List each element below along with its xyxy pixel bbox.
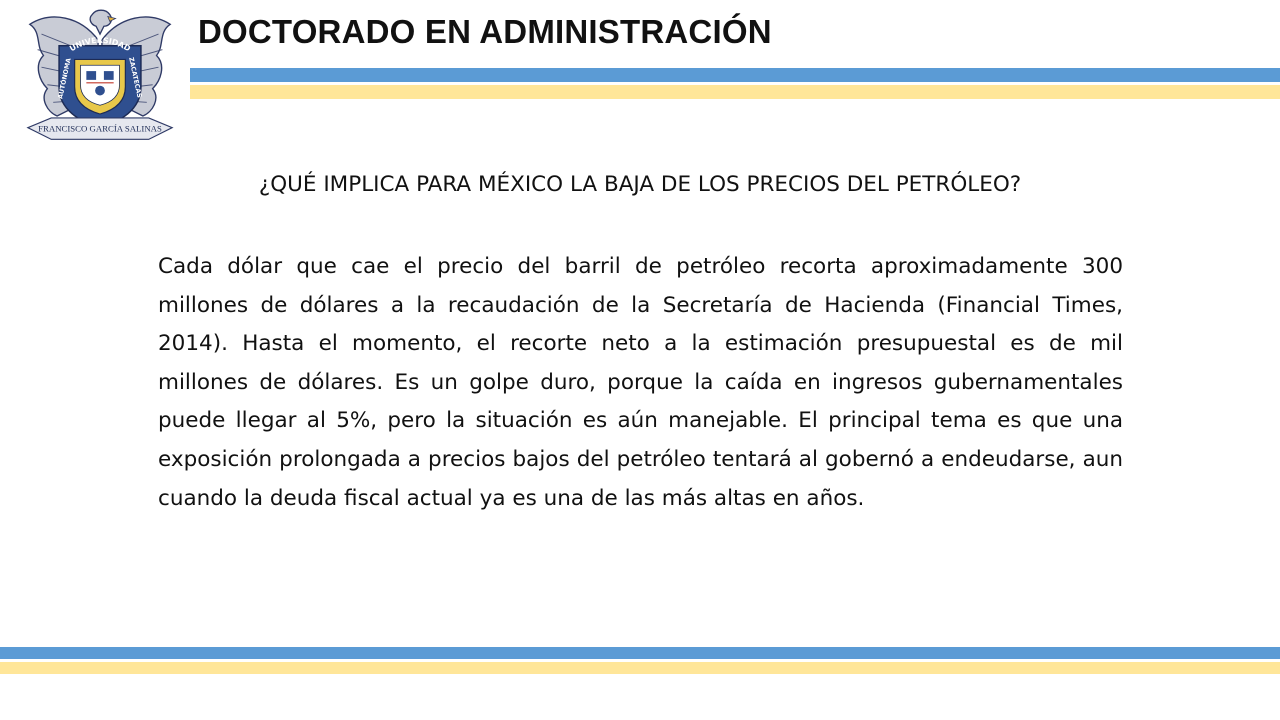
slide-question: ¿QUÉ IMPLICA PARA MÉXICO LA BAJA DE LOS PRECIOS DEL PETRÓLEO? [258, 172, 1022, 197]
svg-text:FRANCISCO GARCÍA SALINAS: FRANCISCO GARCÍA SALINAS [38, 123, 162, 134]
header-stripe-yellow [190, 85, 1280, 99]
svg-text:ZACATECAS: ZACATECAS [127, 56, 143, 99]
header-title: DOCTORADO EN ADMINISTRACIÓN [198, 13, 772, 50]
svg-text:AUTÓNOMA: AUTÓNOMA [57, 57, 73, 100]
footer-stripe-yellow [0, 662, 1280, 674]
svg-text:UNIVERSIDAD: UNIVERSIDAD [67, 35, 133, 54]
slide-body-text: Cada dólar que cae el precio del barril de petróleo recorta aproximadamente 300 millones de dólares a la recaudación de la Secretaría de Hacienda (Financial Times, 2014). Hasta el momento, el recorte neto a la estimación presupuestal es de mil millones de dólares. Es un golpe duro, porque la caída en ingresos gubernamentales puede llegar al 5%, pero la situación es aún manejable. El principal tema es que una exposición prolongada a precios bajos del petróleo tentará al gobernó a endeudarse, aun cuando la deuda fiscal actual ya es una de las más altas en años. [158, 254, 1123, 511]
header-stripe-blue [190, 68, 1280, 82]
university-crest-icon [22, 6, 178, 144]
footer-stripe-blue [0, 647, 1280, 659]
